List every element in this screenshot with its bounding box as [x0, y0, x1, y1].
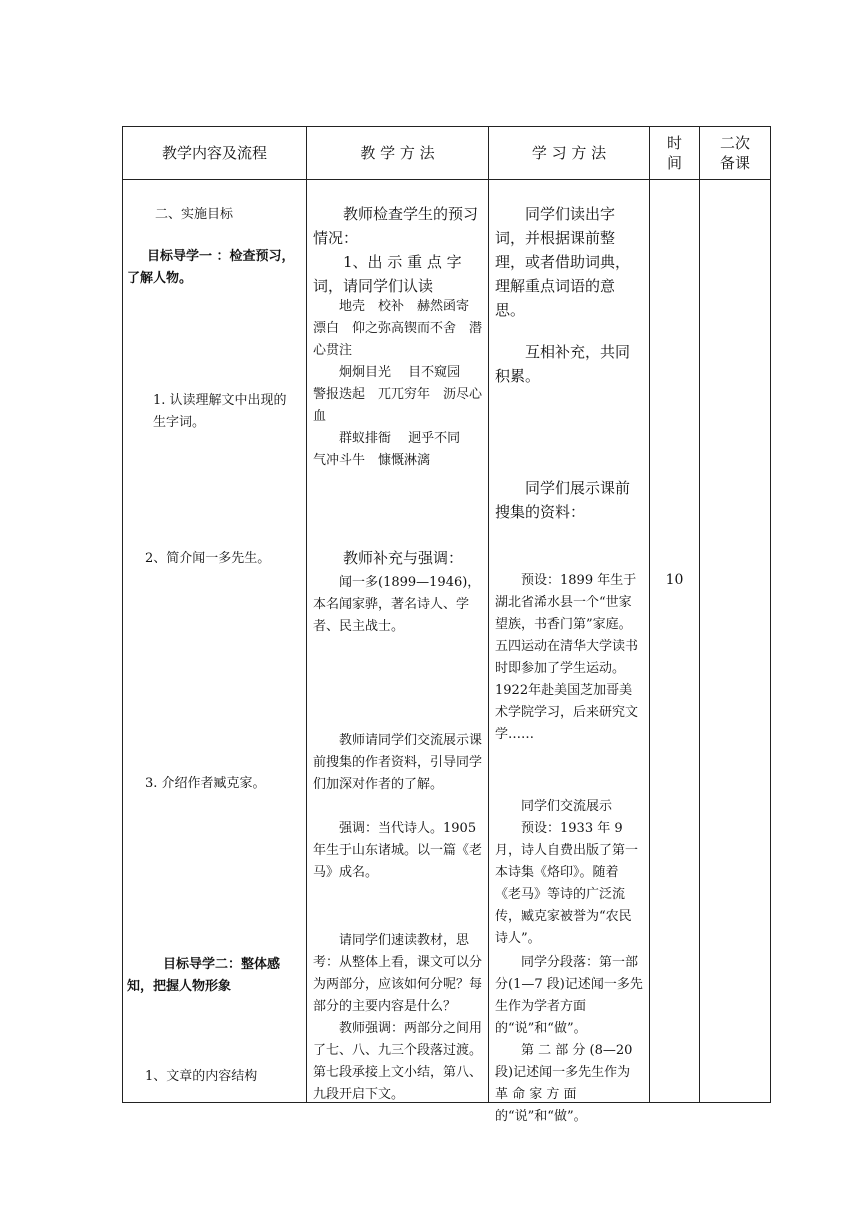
method-check-preview: 教师检查学生的预习情况： [313, 205, 479, 247]
study-preset-zangkejia: 预设：1933 年 9 月，诗人自费出版了第一本诗集《烙印》。随着《老马》等诗的广泛流传，臧克家被誉为“农民诗人”。 [495, 821, 639, 946]
learning-method-cell [489, 180, 650, 1124]
method-word-list-1: 地壳 校补 赫然函寄 漂白 仰之弥高锲而不舍 潜心贯注 [313, 299, 483, 358]
content-goal-two: 目标导学二：整体感知，把握人物形象 [127, 957, 281, 994]
header-content-flow: 教学内容及流程 [123, 127, 307, 180]
method-transition-note: 教师强调：两部分之间用了七、八、九三个段落过渡。第七段承接上文小结，第八、九段开启下文。 [313, 1021, 483, 1102]
table-body-row [123, 180, 771, 1103]
header-time-label: 时间 [666, 134, 682, 172]
method-wenyiduo-bio: 闻一多(1899—1946)，本名闻家骅，著名诗人、学者、民主战士。 [313, 575, 481, 634]
content-cell [123, 180, 307, 1103]
method-emphasis-author: 强调：当代诗人。1905年生于山东诸城。以一篇《老马》成名。 [313, 821, 483, 880]
header-second-prep [700, 127, 771, 180]
teaching-method-cell [307, 180, 489, 1103]
study-part-two: 第 二 部 分 (8—20段)记述闻一多先生作为 革 命 家 方 面 的“说”和“做”。 [495, 1043, 633, 1124]
header-time [650, 127, 700, 180]
content-structure: 1、文章的内容结构 [145, 1069, 258, 1084]
time-value: 10 [665, 572, 684, 588]
study-exchange-show: 同学们交流展示 [521, 799, 613, 814]
lesson-plan-table [122, 126, 771, 1124]
method-exchange-materials: 教师请同学们交流展示课前搜集的作者资料，引导同学们加深对作者的了解。 [313, 733, 483, 792]
second-prep-cell[interactable] [700, 180, 771, 1103]
method-word-list-3: 群蚁排衙 迥乎不同 气冲斗牛 慷慨淋漓 [313, 431, 474, 468]
method-show-words: 1、出 示 重 点 字词，请同学们认读 [313, 253, 462, 295]
study-part-one: 同学分段落：第一部分(1—7 段)记述闻一多先生作为学者方面的“说”和“做”。 [495, 955, 643, 1036]
header-learning-method: 学 习 方 法 [489, 127, 650, 180]
study-supplement: 互相补充，共同积累。 [495, 343, 631, 385]
content-new-words: 1. 认读理解文中出现的生字词。 [153, 393, 287, 430]
table-header-row [123, 127, 771, 180]
study-show-materials: 同学们展示课前搜集的资料： [495, 479, 631, 521]
content-implementation-goal: 二、实施目标 [155, 207, 234, 222]
header-second-prep-label: 二次备课 [719, 134, 750, 172]
time-cell [650, 180, 700, 1103]
content-goal-one: 目标导学一 ：检查预习，了解人物。 [127, 249, 295, 286]
study-preset-wenyiduo: 预设：1899 年生于湖北省浠水县一个“世家望族，书香门第”家庭。五四运动在清华大学读书时即参加了学生运动。1922年赴美国芝加哥美术学院学习，后来研究文学…… [495, 573, 639, 742]
content-introduce-author: 3. 介绍作者臧克家。 [145, 776, 266, 791]
study-read-words: 同学们读出字词，并根据课前整理，或者借助词典，理解重点词语的意思。 [495, 205, 631, 319]
header-teaching-method: 教 学 方 法 [307, 127, 489, 180]
method-supplement-title: 教师补充与强调： [343, 549, 464, 567]
method-speed-read: 请同学们速读教材，思考：从整体上看，课文可以分为两部分，应该如何分呢？每部分的主要内容是什么？ [313, 933, 483, 1014]
method-word-list-2: 炯炯目光 目不窥园 警报迭起 兀兀穷年 沥尽心血 [313, 365, 483, 424]
content-introduce-wenyiduo: 2、简介闻一多先生。 [145, 551, 271, 566]
